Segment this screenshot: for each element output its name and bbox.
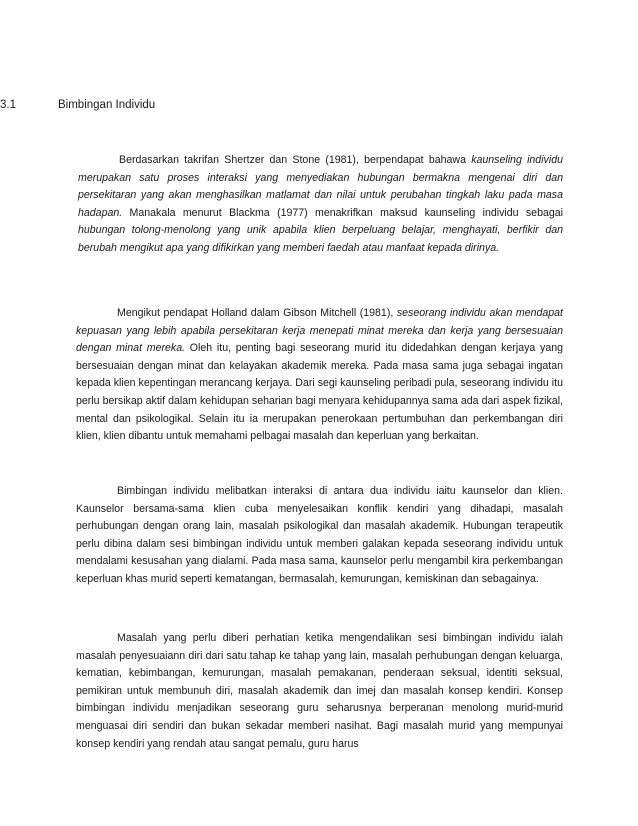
paragraph-2-text-b: Oleh itu, penting bagi seseorang murid itu didedahkan dengan kerjaya yang bersesuaian dengan minat dan kelayakan akademik mereka. Pada masa sama juga sebagai ingatan kepada klien kepentingan merancang kerjaya. Dari segi kaunseling peribadi pula, seseorang individu itu perlu bersikap aktif dalam kehidupan seharian bagi menyara kehidupannya sama ada dari aspek fizikal, mental dan psikologikal. Selain itu ia merupakan penerokaan pertumbuhan dan perkembangan diri klien, klien dibantu untuk memahami pelbagai masalah dan keperluan yang berkaitan. bbox=[76, 342, 563, 443]
paragraph-1 bbox=[78, 152, 563, 258]
paragraph-2-italic-a: seseorang individu akan mendapat kepuasan yang lebih apabila persekitaran kerja menepati minat mereka dan kerja yang bersesuaian dengan minat mereka. bbox=[76, 307, 563, 355]
paragraph-1-italic-a: kaunseling individu merupakan satu proses interaksi yang menyediakan hubungan bermakna mengenai diri dan persekitaran yang akan menghasilkan matlamat dan nilai untuk perubahan tingkah laku pada masa hadapan. bbox=[78, 154, 563, 219]
paragraph-3 bbox=[76, 483, 563, 589]
section-number: 3.1 bbox=[0, 99, 16, 111]
paragraph-4 bbox=[76, 630, 563, 753]
paragraph-3-text: Bimbingan individu melibatkan interaksi di antara dua individu iaitu kaunselor dan klien. Kaunselor bersama-sama klien cuba menyelesaikan konflik kendiri yang dihadapi, masalah perhubungan dengan orang lain, masalah psikologikal dan masalah akademik. Hubungan terapeutik perlu dibina dalam sesi bimbingan individu untuk memberi galakan kepada seseorang individu untuk mendalami kesusahan yang dialami. Pada masa sama, kaunselor perlu mengambil kira perkembangan keperluan khas murid seperti kematangan, bermasalah, kemurungan, kemiskinan dan sebagainya. bbox=[76, 485, 563, 585]
paragraph-2 bbox=[76, 305, 563, 446]
paragraph-1-text-b: Manakala menurut Blackma (1977) menakrifkan maksud kaunseling individu sebagai bbox=[122, 206, 563, 219]
paragraph-1-italic-b: hubungan tolong-menolong yang unik apabila klien berpeluang belajar, menghayati, berfikir dan berubah mengikut apa yang difikirkan yang memberi faedah atau manfaat kepada dirinya. bbox=[78, 224, 563, 254]
paragraph-4-text: Masalah yang perlu diberi perhatian ketika mengendalikan sesi bimbingan individu ialah masalah penyesuaiann diri dari satu tahap ke tahap yang lain, masalah perhubungan dengan keluarga, kematian, kebimbangan, kemurungan, masalah pemakanan, penderaan seksual, identiti seksual, pemikiran untuk membunuh diri, masalah akademik dan imej dan masalah konsep kendiri. Konsep bimbingan individu menjadikan seseorang guru seharusnya berperanan menolong murid-murid menguasai diri sendiri dan bukan sekadar memberi nasihat. Bagi masalah murid yang mempunyai konsep kendiri yang rendah atau sangat pemalu, guru harus bbox=[76, 632, 563, 750]
section-title: Bimbingan Individu bbox=[58, 99, 156, 111]
paragraph-1-text-a: Berdasarkan takrifan Shertzer dan Stone (1981), berpendapat bahawa bbox=[119, 154, 472, 166]
paragraph-2-text-a: Mengikut pendapat Holland dalam Gibson Mitchell (1981), bbox=[117, 307, 397, 319]
